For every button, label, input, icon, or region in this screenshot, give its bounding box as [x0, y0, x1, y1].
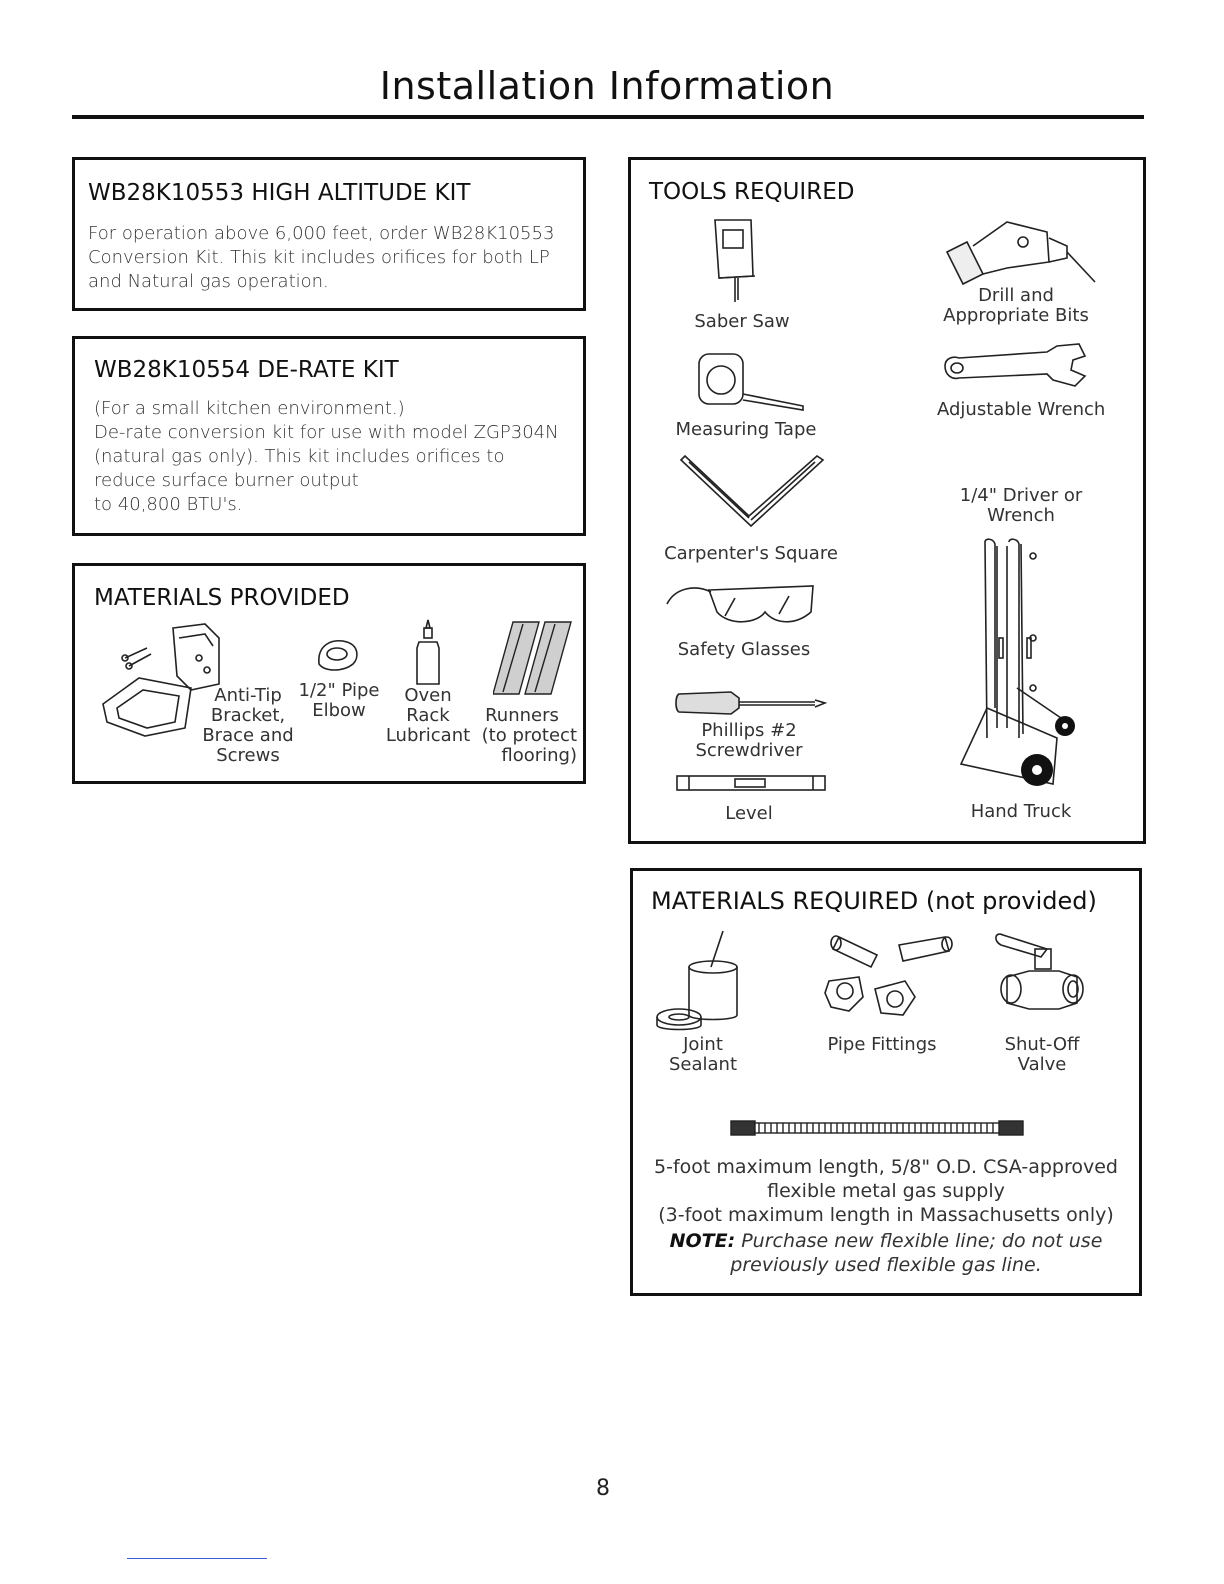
caption-line: flooring) — [501, 745, 577, 766]
carpenters-square-caption — [661, 544, 841, 564]
text-line: For operation above 6,000 feet, order WB28K10553 — [88, 223, 555, 244]
caption-line: Appropriate Bits — [943, 305, 1089, 326]
tools-required-box — [628, 157, 1146, 844]
materials-provided-heading: MATERIALS PROVIDED — [94, 585, 350, 611]
caption-line: Level — [725, 803, 773, 824]
caption-line: Elbow — [312, 700, 366, 721]
page-title: Installation Information — [379, 64, 835, 108]
lubricant-caption — [383, 686, 473, 746]
drill-caption — [931, 286, 1101, 326]
materials-required-box — [630, 868, 1142, 1296]
pipe-fittings-caption — [817, 1035, 947, 1055]
note-label: NOTE: — [669, 1230, 736, 1252]
caption-line: Wrench — [987, 505, 1055, 526]
caption-line: 1/2" Pipe — [298, 680, 380, 701]
measuring-tape-icon — [695, 350, 815, 414]
pipe-elbow-caption — [289, 681, 389, 721]
high-altitude-kit-box — [72, 157, 586, 311]
screwdriver-caption — [669, 721, 829, 761]
caption-line: Sealant — [668, 1054, 738, 1075]
text-line: (natural gas only). This kit includes orifices to — [94, 446, 505, 467]
materials-provided-box — [72, 563, 586, 784]
text-line: Conversion Kit. This kit includes orifices for both LP — [88, 247, 550, 268]
text-line: 5-foot maximum length, 5/8" O.D. CSA-approved — [654, 1156, 1118, 1178]
derate-kit-text — [94, 397, 559, 517]
title-divider — [72, 115, 1144, 119]
caption-line: Lubricant — [385, 725, 471, 746]
high-altitude-kit-text — [88, 222, 554, 294]
caption-line: Shut-Off — [1004, 1034, 1080, 1055]
tools-required-heading: TOOLS REQUIRED — [649, 179, 855, 205]
caption-line: Screwdriver — [695, 740, 803, 761]
driver-wrench-caption — [951, 486, 1091, 526]
adjustable-wrench-caption — [937, 400, 1105, 420]
caption-line: Drill and — [978, 285, 1054, 306]
saber-saw-icon — [707, 216, 767, 306]
shut-off-valve-icon — [989, 927, 1085, 1021]
text-line — [633, 1229, 1139, 1253]
caption-line: Valve — [1017, 1054, 1067, 1075]
note-text: Purchase new flexible line; do not use — [741, 1230, 1103, 1252]
derate-kit-box — [72, 336, 586, 536]
derate-kit-heading: WB28K10554 DE-RATE KIT — [94, 357, 399, 383]
materials-required-heading: MATERIALS REQUIRED (not provided) — [651, 887, 1097, 915]
caption-line: Joint — [683, 1034, 723, 1055]
caption-line: Measuring Tape — [675, 419, 817, 440]
high-altitude-kit-heading: WB28K10553 HIGH ALTITUDE KIT — [88, 180, 471, 206]
text-line: reduce surface burner output — [94, 470, 359, 491]
level-icon — [675, 772, 827, 794]
caption-line: Hand Truck — [970, 801, 1072, 822]
joint-sealant-icon — [653, 927, 749, 1031]
caption-line: Adjustable Wrench — [937, 399, 1106, 420]
text-line: (3-foot maximum length in Massachusetts only) — [658, 1204, 1114, 1226]
runners-caption — [467, 706, 577, 766]
caption-line: Saber Saw — [694, 311, 790, 332]
caption-line: Pipe Fittings — [827, 1034, 937, 1055]
caption-line: Phillips #2 — [701, 720, 797, 741]
caption-line: Anti-Tip — [214, 685, 282, 706]
safety-glasses-icon — [665, 576, 817, 628]
pipe-fittings-icon — [819, 927, 959, 1027]
footer-rule — [127, 1558, 267, 1559]
gas-line-description — [633, 1155, 1139, 1227]
caption-line: Brace and — [202, 725, 294, 746]
text-line: flexible metal gas supply — [767, 1180, 1005, 1202]
text-line: De-rate conversion kit for use with model ZGP304N — [94, 422, 559, 443]
text-line: and Natural gas operation. — [88, 271, 329, 292]
text-line: previously used flexible gas line. — [730, 1254, 1042, 1276]
carpenters-square-icon — [679, 454, 825, 530]
shut-off-valve-caption — [987, 1035, 1097, 1075]
caption-line: Runners — [485, 705, 559, 726]
hand-truck-caption — [951, 802, 1091, 822]
text-line: to 40,800 BTU's. — [94, 494, 243, 515]
safety-glasses-caption — [669, 640, 819, 660]
flexible-gas-line-icon — [729, 1115, 1025, 1141]
drill-icon — [937, 212, 1097, 290]
caption-line: 1/4" Driver or — [959, 485, 1083, 506]
gas-line-note — [633, 1229, 1139, 1277]
text-line: (For a small kitchen environment.) — [94, 398, 405, 419]
hand-truck-icon — [957, 538, 1087, 788]
caption-line: Oven — [404, 685, 452, 706]
level-caption — [701, 804, 797, 824]
anti-tip-bracket-caption — [193, 686, 303, 766]
caption-line: Screws — [216, 745, 280, 766]
pipe-elbow-icon — [313, 634, 363, 674]
caption-line: (to protect — [481, 725, 577, 746]
runners-icon — [493, 620, 573, 696]
caption-line: Bracket, — [210, 705, 286, 726]
caption-line: Safety Glasses — [677, 639, 811, 660]
measuring-tape-caption — [671, 420, 821, 440]
adjustable-wrench-icon — [939, 342, 1089, 388]
caption-line: Rack — [406, 705, 450, 726]
joint-sealant-caption — [653, 1035, 753, 1075]
screwdriver-icon — [675, 688, 827, 718]
page-number: 8 — [596, 1476, 610, 1501]
lubricant-bottle-icon — [411, 618, 445, 688]
caption-line: Carpenter's Square — [664, 543, 838, 564]
saber-saw-caption — [677, 312, 807, 332]
